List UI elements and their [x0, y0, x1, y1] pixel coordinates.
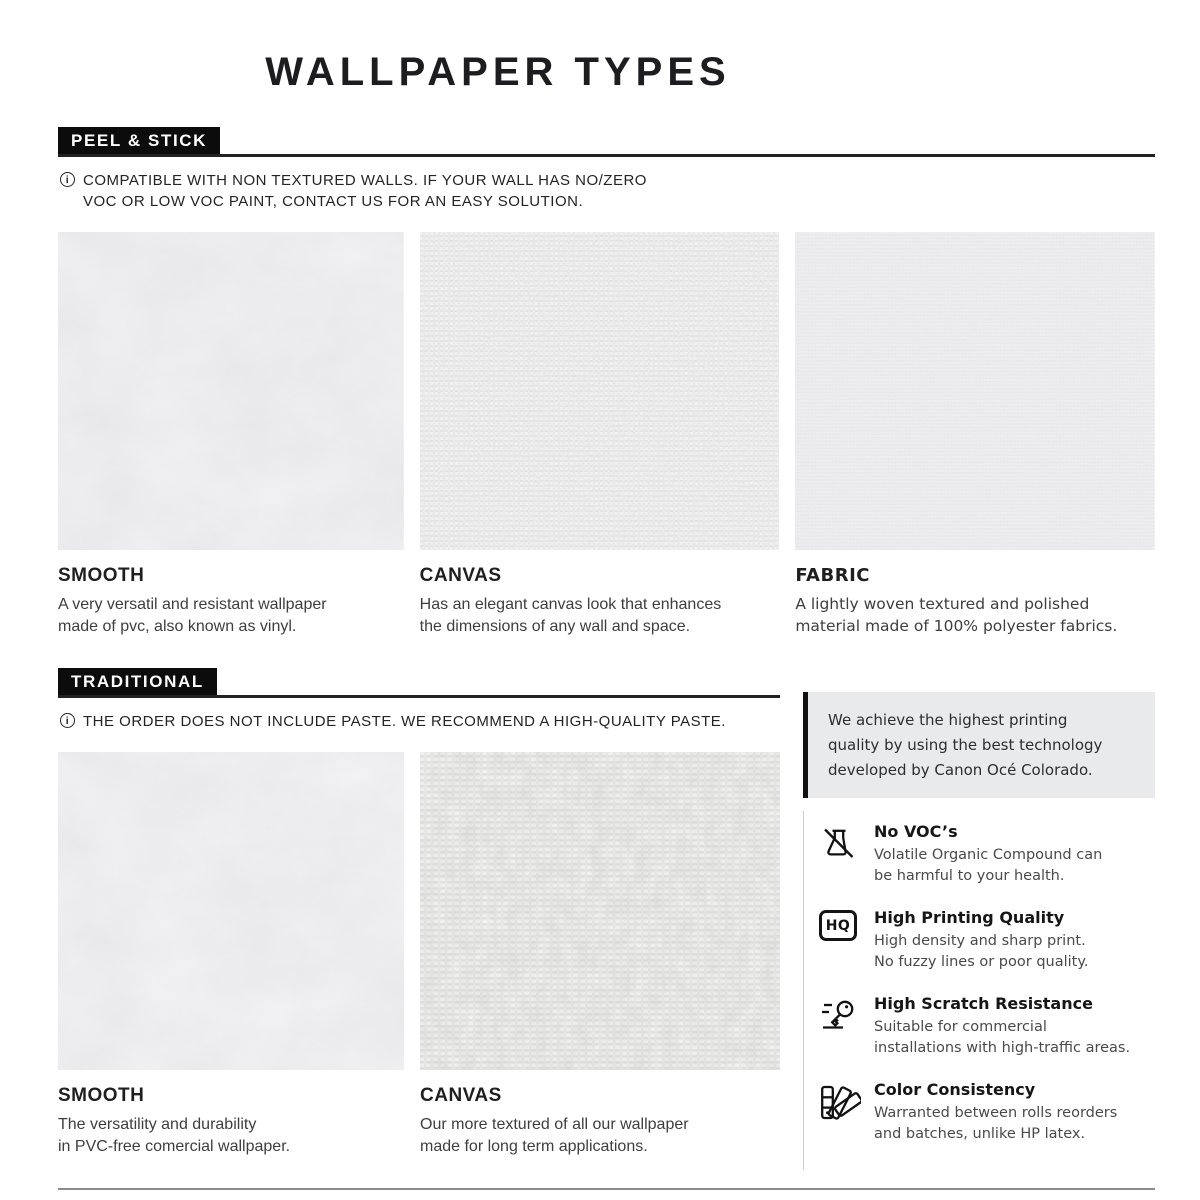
feature-no-vocs [819, 822, 1155, 887]
smooth-vinyl-texture-swatch [58, 232, 404, 550]
feature-high-printing-quality [819, 908, 1155, 973]
peel-note-line-1: COMPATIBLE WITH NON TEXTURED WALLS. IF YOUR WALL HAS NO/ZERO [83, 172, 647, 189]
peel-section-underline [58, 127, 1155, 157]
fabric-linen-texture-swatch [795, 232, 1155, 550]
feature-desc-line: No fuzzy lines or poor quality. [874, 954, 1089, 970]
peel-note [60, 170, 1155, 212]
swatch-title: SMOOTH [58, 565, 145, 586]
feature-title: High Printing Quality [874, 908, 1065, 927]
swatch-desc-line: Has an elegant canvas look that enhances [419, 596, 722, 613]
rough-canvas-texture-swatch [420, 752, 780, 1070]
traditional-section [58, 668, 780, 1170]
traditional-note-line-1: THE ORDER DOES NOT INCLUDE PASTE. WE RECOMMEND A HIGH-QUALITY PASTE. [83, 713, 726, 730]
swatch-desc-line: the dimensions of any wall and space. [419, 618, 691, 635]
swatch-card-fabric [795, 232, 1155, 638]
swatch-desc-line: A lightly woven textured and polished [795, 595, 1090, 613]
feature-desc-line: Volatile Organic Compound can [874, 847, 1103, 863]
smooth-paper-texture-swatch [58, 752, 404, 1070]
scratch-key-icon [819, 994, 861, 1059]
canvas-weave-texture-swatch [420, 232, 780, 550]
quote-line: We achieve the highest printing [828, 711, 1068, 729]
bottom-area [58, 668, 1155, 1170]
swatch-card-smooth-traditional [58, 752, 404, 1158]
swatch-title: CANVAS [419, 565, 502, 586]
info-icon [60, 172, 75, 187]
printing-info-panel [803, 668, 1155, 1170]
swatch-title: SMOOTH [58, 1085, 145, 1106]
printing-quality-quote [803, 692, 1155, 798]
page-title: WALLPAPER TYPES [265, 50, 731, 94]
feature-desc-line: be harmful to your health. [874, 868, 1065, 884]
swatch-title: FABRIC [795, 565, 870, 586]
feature-title: High Scratch Resistance [874, 994, 1093, 1013]
swatch-desc-line: made of pvc, also known as vinyl. [58, 618, 297, 635]
info-icon [60, 713, 75, 728]
quote-line: quality by using the best technology [828, 736, 1103, 754]
peel-swatch-row [58, 232, 1155, 638]
swatch-desc-line: Our more textured of all our wallpaper [420, 1116, 689, 1133]
hq-badge-icon: HQ [819, 908, 861, 973]
swatch-desc-line: The versatility and durability [58, 1116, 257, 1133]
traditional-section-underline [58, 668, 780, 698]
color-swatch-fan-icon [819, 1080, 861, 1145]
swatch-title: CANVAS [420, 1085, 502, 1106]
feature-desc-line: Suitable for commercial [874, 1019, 1047, 1035]
feature-desc-line: Warranted between rolls reorders [874, 1105, 1118, 1121]
feature-title: No VOC’s [874, 822, 958, 841]
no-voc-flask-icon [819, 822, 861, 887]
swatch-card-smooth [58, 232, 404, 638]
feature-color-consistency [819, 1080, 1155, 1145]
feature-desc-line: and batches, unlike HP latex. [874, 1126, 1086, 1142]
peel-and-stick-badge: PEEL & STICK [58, 127, 220, 154]
swatch-card-canvas-traditional [420, 752, 780, 1158]
feature-list [803, 811, 1155, 1170]
traditional-note [60, 711, 780, 732]
feature-desc-line: installations with high-traffic areas. [874, 1040, 1131, 1056]
feature-desc-line: High density and sharp print. [874, 933, 1086, 949]
swatch-desc-line: made for long term applications. [420, 1138, 648, 1155]
swatch-desc-line: in PVC-free comercial wallpaper. [58, 1138, 291, 1155]
swatch-desc-line: A very versatil and resistant wallpaper [58, 596, 327, 613]
peel-and-stick-section [58, 127, 1155, 638]
peel-note-line-2: VOC OR LOW VOC PAINT, CONTACT US FOR AN EASY SOLUTION. [83, 193, 584, 210]
quote-line: developed by Canon Océ Colorado. [828, 761, 1093, 779]
feature-title: Color Consistency [874, 1080, 1036, 1099]
feature-high-scratch-resistance [819, 994, 1155, 1059]
swatch-card-canvas [420, 232, 780, 638]
bottom-divider-line [58, 1188, 1155, 1190]
traditional-swatch-row [58, 752, 780, 1158]
swatch-desc-line: material made of 100% polyester fabrics. [795, 617, 1118, 635]
traditional-badge: TRADITIONAL [58, 668, 217, 695]
